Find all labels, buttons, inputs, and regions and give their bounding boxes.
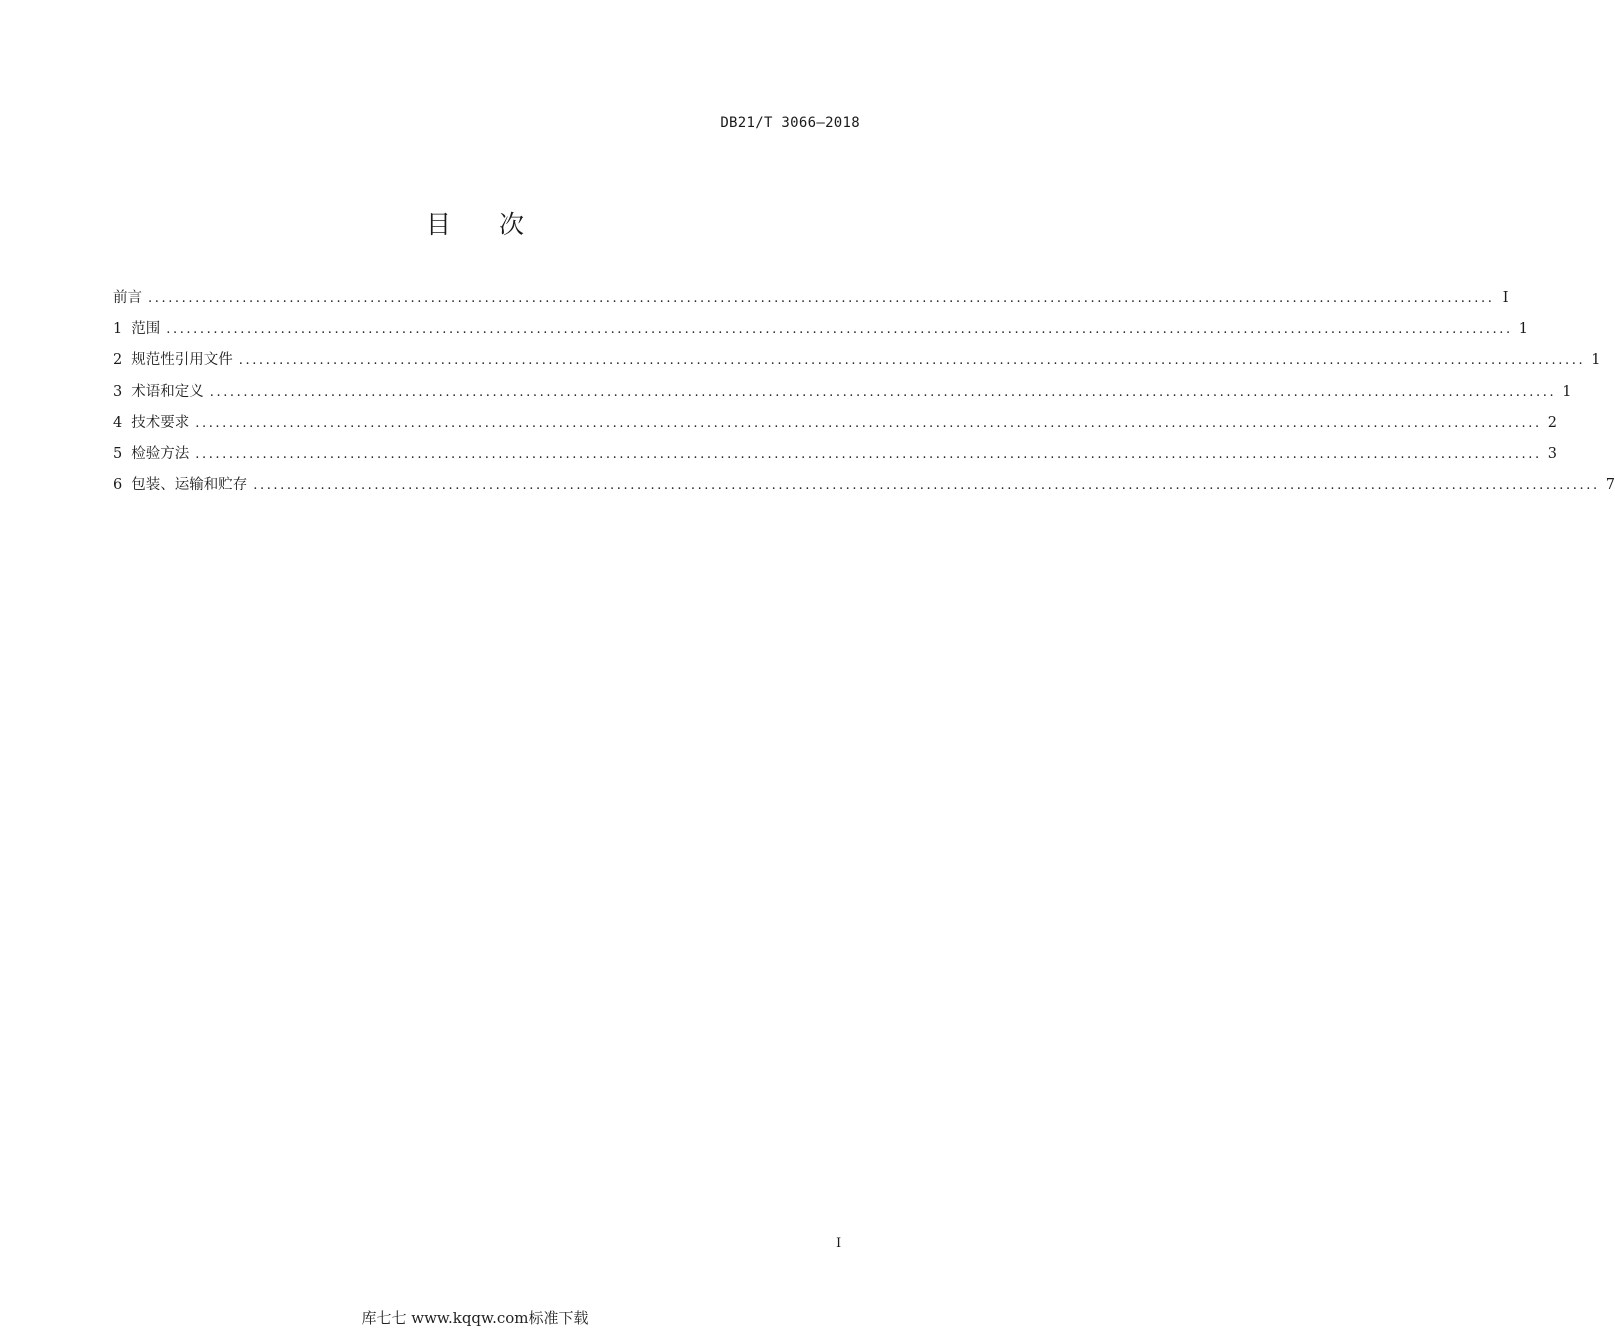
toc-entry-foreword[interactable]	[113, 286, 1509, 317]
toc-entry-page: 2	[1547, 414, 1557, 431]
toc-entry-page: I	[1502, 290, 1509, 306]
document-code: DB21/T 3066—2018	[720, 115, 860, 131]
page-title: 目次	[425, 210, 572, 239]
toc-entry-label: 技术要求	[131, 414, 190, 431]
toc-dot-leader: ........................................................................................................................................................................................................	[253, 478, 1600, 494]
toc-entry-page: 1	[1591, 352, 1601, 369]
toc-entry-label: 范围	[131, 321, 161, 338]
toc-entry-label: 规范性引用文件	[131, 352, 233, 369]
toc-entry-scope[interactable]	[113, 317, 1528, 348]
toc-entry-packaging-transport-storage[interactable]	[113, 473, 1615, 504]
toc-entry-number: 5	[113, 445, 123, 462]
toc-entry-label: 检验方法	[131, 445, 190, 462]
toc-dot-leader: ........................................................................................................................................................................................................	[195, 446, 1542, 462]
page-number: I	[836, 1236, 842, 1251]
toc-dot-leader: ........................................................................................................................................................................................................	[195, 415, 1542, 431]
footer-watermark: 库七七 www.kqqw.com标准下载	[361, 1309, 589, 1327]
toc-dot-leader: ........................................................................................................................................................................................................	[209, 384, 1557, 400]
toc-entry-number: 2	[113, 352, 123, 369]
toc-dot-leader: ........................................................................................................................................................................................................	[148, 291, 1495, 306]
toc-entry-number: 4	[113, 414, 123, 431]
toc-entry-label: 前言	[113, 290, 142, 306]
toc-entry-normative-references[interactable]	[113, 348, 1601, 379]
toc-dot-leader: ........................................................................................................................................................................................................	[238, 353, 1586, 369]
toc-entry-number: 6	[113, 477, 123, 494]
toc-entry-page: 3	[1547, 445, 1557, 462]
toc-entry-number: 3	[113, 383, 123, 400]
toc-entry-test-methods[interactable]	[113, 442, 1557, 473]
toc-entry-page: 1	[1518, 321, 1528, 338]
toc-dot-leader: ........................................................................................................................................................................................................	[166, 322, 1513, 338]
toc-entry-number: 1	[113, 321, 123, 338]
toc-entry-terms-definitions[interactable]	[113, 380, 1572, 411]
toc-entry-label: 包装、运输和贮存	[131, 477, 248, 494]
toc-entry-page: 7	[1605, 477, 1615, 494]
toc-entry-technical-requirements[interactable]	[113, 411, 1557, 442]
toc-entry-label: 术语和定义	[131, 383, 204, 400]
table-of-contents	[113, 286, 1615, 504]
toc-entry-page: 1	[1562, 383, 1572, 400]
